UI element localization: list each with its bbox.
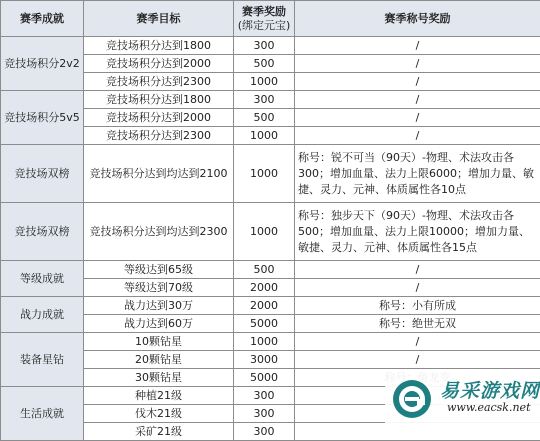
reward-cell: 500	[234, 55, 295, 73]
eacsk-e-logo-icon	[391, 378, 433, 424]
title-cell: 称号：锐不可当（90天）-物理、术法攻击各300；增加血量、法力上限6000；增加力量、敏捷、灵力、元神、体质属性各10点	[295, 145, 540, 203]
reward-cell: 500	[234, 109, 295, 127]
title-cell: 称号：独步天下（90天）-物理、术法攻击各500；增加血量、法力上限10000；增加力量、敏捷、灵力、元神、体质属性各15点	[295, 203, 540, 261]
category-cell: 装备星钻	[1, 333, 84, 387]
title-cell: /	[295, 55, 540, 73]
category-cell: 等级成就	[1, 261, 84, 297]
reward-cell: 300	[234, 405, 295, 423]
goal-cell: 竞技场积分达到2000	[84, 55, 234, 73]
title-cell: 称号：小有所成	[295, 297, 540, 315]
table-row	[1, 37, 540, 55]
goal-cell: 采矿21级	[84, 423, 234, 441]
table-row	[1, 333, 540, 351]
title-cell: /	[295, 91, 540, 109]
reward-cell: 2000	[234, 279, 295, 297]
reward-cell: 1000	[234, 145, 295, 203]
title-cell: /	[295, 261, 540, 279]
header-achievement: 赛季成就	[1, 1, 84, 37]
goal-cell: 竞技场积分达到2300	[84, 127, 234, 145]
goal-cell: 战力达到30万	[84, 297, 234, 315]
category-cell: 战力成就	[1, 297, 84, 333]
reward-cell: 1000	[234, 127, 295, 145]
reward-cell: 2000	[234, 297, 295, 315]
goal-cell: 竞技场积分达到2300	[84, 73, 234, 91]
reward-cell: 300	[234, 91, 295, 109]
reward-cell: 5000	[234, 315, 295, 333]
goal-cell: 30颗钻星	[84, 369, 234, 387]
goal-cell: 20颗钻星	[84, 351, 234, 369]
reward-cell: 3000	[234, 351, 295, 369]
category-cell: 竞技场积分2v2	[1, 37, 84, 91]
reward-cell: 1000	[234, 73, 295, 91]
title-cell: /	[295, 351, 540, 369]
header-goal: 赛季目标	[84, 1, 234, 37]
goal-cell: 等级达到70级	[84, 279, 234, 297]
reward-cell: 1000	[234, 203, 295, 261]
watermark-site-name: 易采游戏网	[440, 376, 540, 403]
reward-cell: 300	[234, 423, 295, 441]
header-reward	[234, 1, 295, 37]
goal-cell: 等级达到65级	[84, 261, 234, 279]
goal-cell: 竞技场积分达到均达到2100	[84, 145, 234, 203]
goal-cell: 竞技场积分达到1800	[84, 91, 234, 109]
header-reward-line2: (绑定元宝)	[236, 19, 292, 33]
goal-cell: 伐木21级	[84, 405, 234, 423]
category-cell: 竞技场双榜	[1, 203, 84, 261]
watermark-logo	[385, 370, 540, 425]
watermark-url: www.eacsk.net	[447, 401, 531, 414]
table-row	[1, 145, 540, 203]
category-cell: 竞技场双榜	[1, 145, 84, 203]
reward-cell: 500	[234, 261, 295, 279]
table-row	[1, 261, 540, 279]
header-row	[1, 1, 540, 37]
goal-cell: 10颗钻星	[84, 333, 234, 351]
title-cell: /	[295, 37, 540, 55]
category-cell: 竞技场积分5v5	[1, 91, 84, 145]
title-cell: 称号：绝世无双	[295, 315, 540, 333]
goal-cell: 种植21级	[84, 387, 234, 405]
reward-cell: 1000	[234, 333, 295, 351]
reward-cell: 5000	[234, 369, 295, 387]
goal-cell: 战力达到60万	[84, 315, 234, 333]
reward-cell: 300	[234, 387, 295, 405]
header-reward-line1: 赛季奖励	[242, 5, 286, 18]
goal-cell: 竞技场积分达到1800	[84, 37, 234, 55]
title-cell: /	[295, 127, 540, 145]
title-cell: /	[295, 109, 540, 127]
header-title-reward: 赛季称号奖励	[295, 1, 540, 37]
title-cell: /	[295, 279, 540, 297]
title-cell: /	[295, 333, 540, 351]
goal-cell: 竞技场积分达到均达到2300	[84, 203, 234, 261]
category-cell: 生活成就	[1, 387, 84, 441]
title-cell: /	[295, 73, 540, 91]
goal-cell: 竞技场积分达到2000	[84, 109, 234, 127]
table-row	[1, 91, 540, 109]
table-row	[1, 297, 540, 315]
table-row	[1, 203, 540, 261]
reward-cell: 300	[234, 37, 295, 55]
title-cell	[295, 423, 540, 441]
